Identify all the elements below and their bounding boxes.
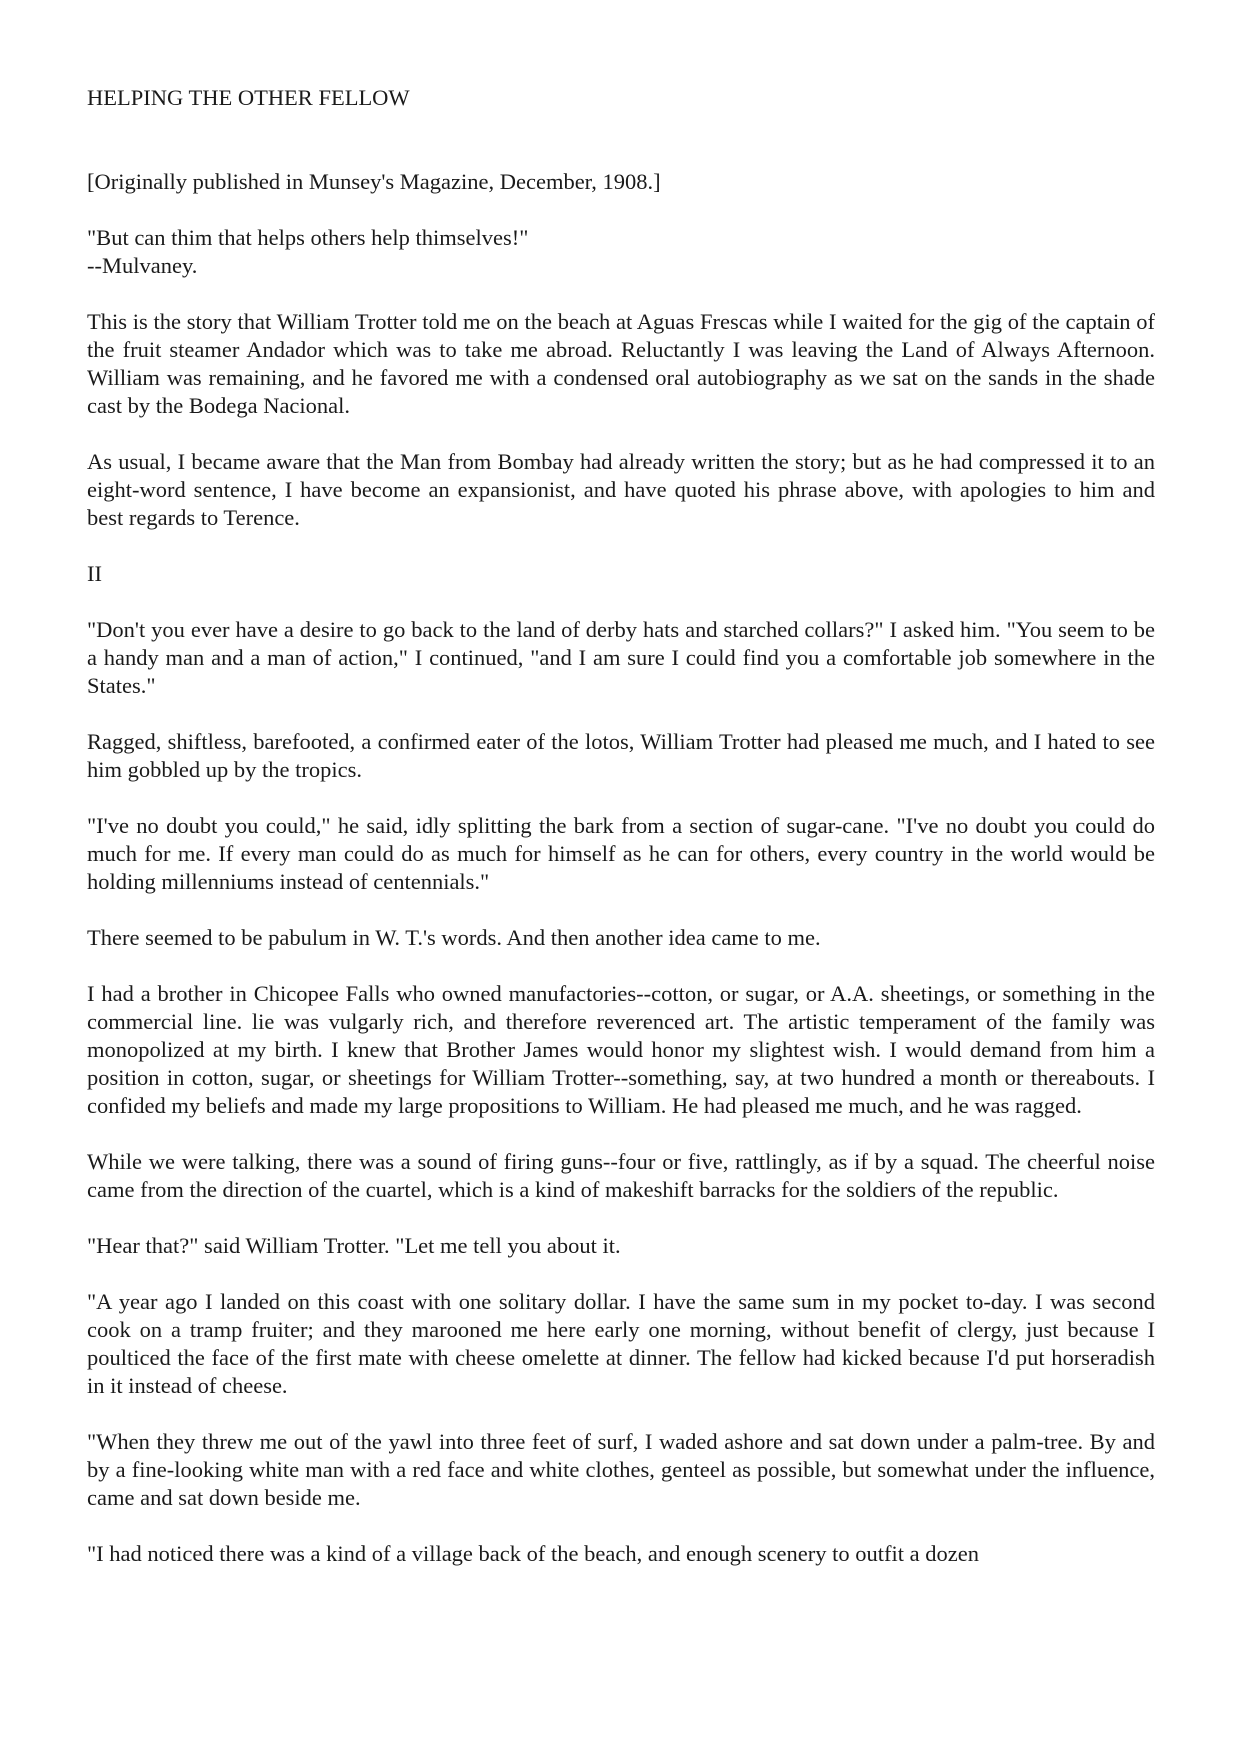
paragraph: Ragged, shiftless, barefooted, a confirmed eater of the lotos, William Trotter had pleased me much, and I hated to see him gobbled up by the tropics. bbox=[87, 729, 1155, 782]
paragraph: "I had noticed there was a kind of a village back of the beach, and enough scenery to outfit a dozen bbox=[87, 1541, 979, 1566]
paragraph: While we were talking, there was a sound of firing guns--four or five, rattlingly, as if by a squad. The cheerful noise came from the direction of the cuartel, which is a kind of makeshift barracks for the soldiers of the republic. bbox=[87, 1149, 1155, 1202]
paragraph: This is the story that William Trotter told me on the beach at Aguas Frescas while I waited for the gig of the captain of the fruit steamer Andador which was to take me abroad. Reluctantly I was leaving the Land of Always Afternoon. William was remaining, and he favored me with a condensed oral autobiography as we sat on the sands in the shade cast by the Bodega Nacional. bbox=[87, 309, 1155, 418]
publication-note: [Originally published in Munsey's Magazine, December, 1908.] bbox=[87, 169, 661, 194]
paragraph: "Don't you ever have a desire to go back to the land of derby hats and starched collars?" I asked him. "You seem to be a handy man and a man of action," I continued, "and I am sure I could find you a comfortable job somewhere in the States." bbox=[87, 617, 1155, 698]
epigraph bbox=[87, 224, 1155, 280]
paragraph: "When they threw me out of the yawl into three feet of surf, I waded ashore and sat down under a palm-tree. By and by a fine-looking white man with a red face and white clothes, genteel as possible, but somewhat under the influence, came and sat down beside me. bbox=[87, 1429, 1155, 1510]
paragraph: "I've no doubt you could," he said, idly splitting the bark from a section of sugar-cane. "I've no doubt you could do much for me. If every man could do as much for himself as he can for others, every country in the world would be holding millenniums instead of centennials." bbox=[87, 813, 1155, 894]
epigraph-quote: "But can thim that helps others help thimselves!" bbox=[87, 225, 529, 250]
section-marker: II bbox=[87, 561, 102, 586]
story-title: HELPING THE OTHER FELLOW bbox=[87, 85, 410, 110]
epigraph-attribution: --Mulvaney. bbox=[87, 253, 198, 278]
paragraph: "A year ago I landed on this coast with one solitary dollar. I have the same sum in my pocket to-day. I was second cook on a tramp fruiter; and they marooned me here early one morning, without benefit of clergy, just because I poulticed the face of the first mate with cheese omelette at dinner. The fellow had kicked because I'd put horseradish in it instead of cheese. bbox=[87, 1289, 1155, 1398]
paragraph: "Hear that?" said William Trotter. "Let me tell you about it. bbox=[87, 1233, 621, 1258]
paragraph: I had a brother in Chicopee Falls who owned manufactories--cotton, or sugar, or A.A. sheetings, or something in the commercial line. lie was vulgarly rich, and therefore reverenced art. The artistic temperament of the family was monopolized at my birth. I knew that Brother James would honor my slightest wish. I would demand from him a position in cotton, sugar, or sheetings for William Trotter--something, say, at two hundred a month or thereabouts. I confided my beliefs and made my large propositions to William. He had pleased me much, and he was ragged. bbox=[87, 981, 1155, 1118]
paragraph: As usual, I became aware that the Man from Bombay had already written the story; but as he had compressed it to an eight-word sentence, I have become an expansionist, and have quoted his phrase above, with apologies to him and best regards to Terence. bbox=[87, 449, 1155, 530]
document-page bbox=[87, 84, 1155, 1596]
paragraph: There seemed to be pabulum in W. T.'s words. And then another idea came to me. bbox=[87, 925, 821, 950]
